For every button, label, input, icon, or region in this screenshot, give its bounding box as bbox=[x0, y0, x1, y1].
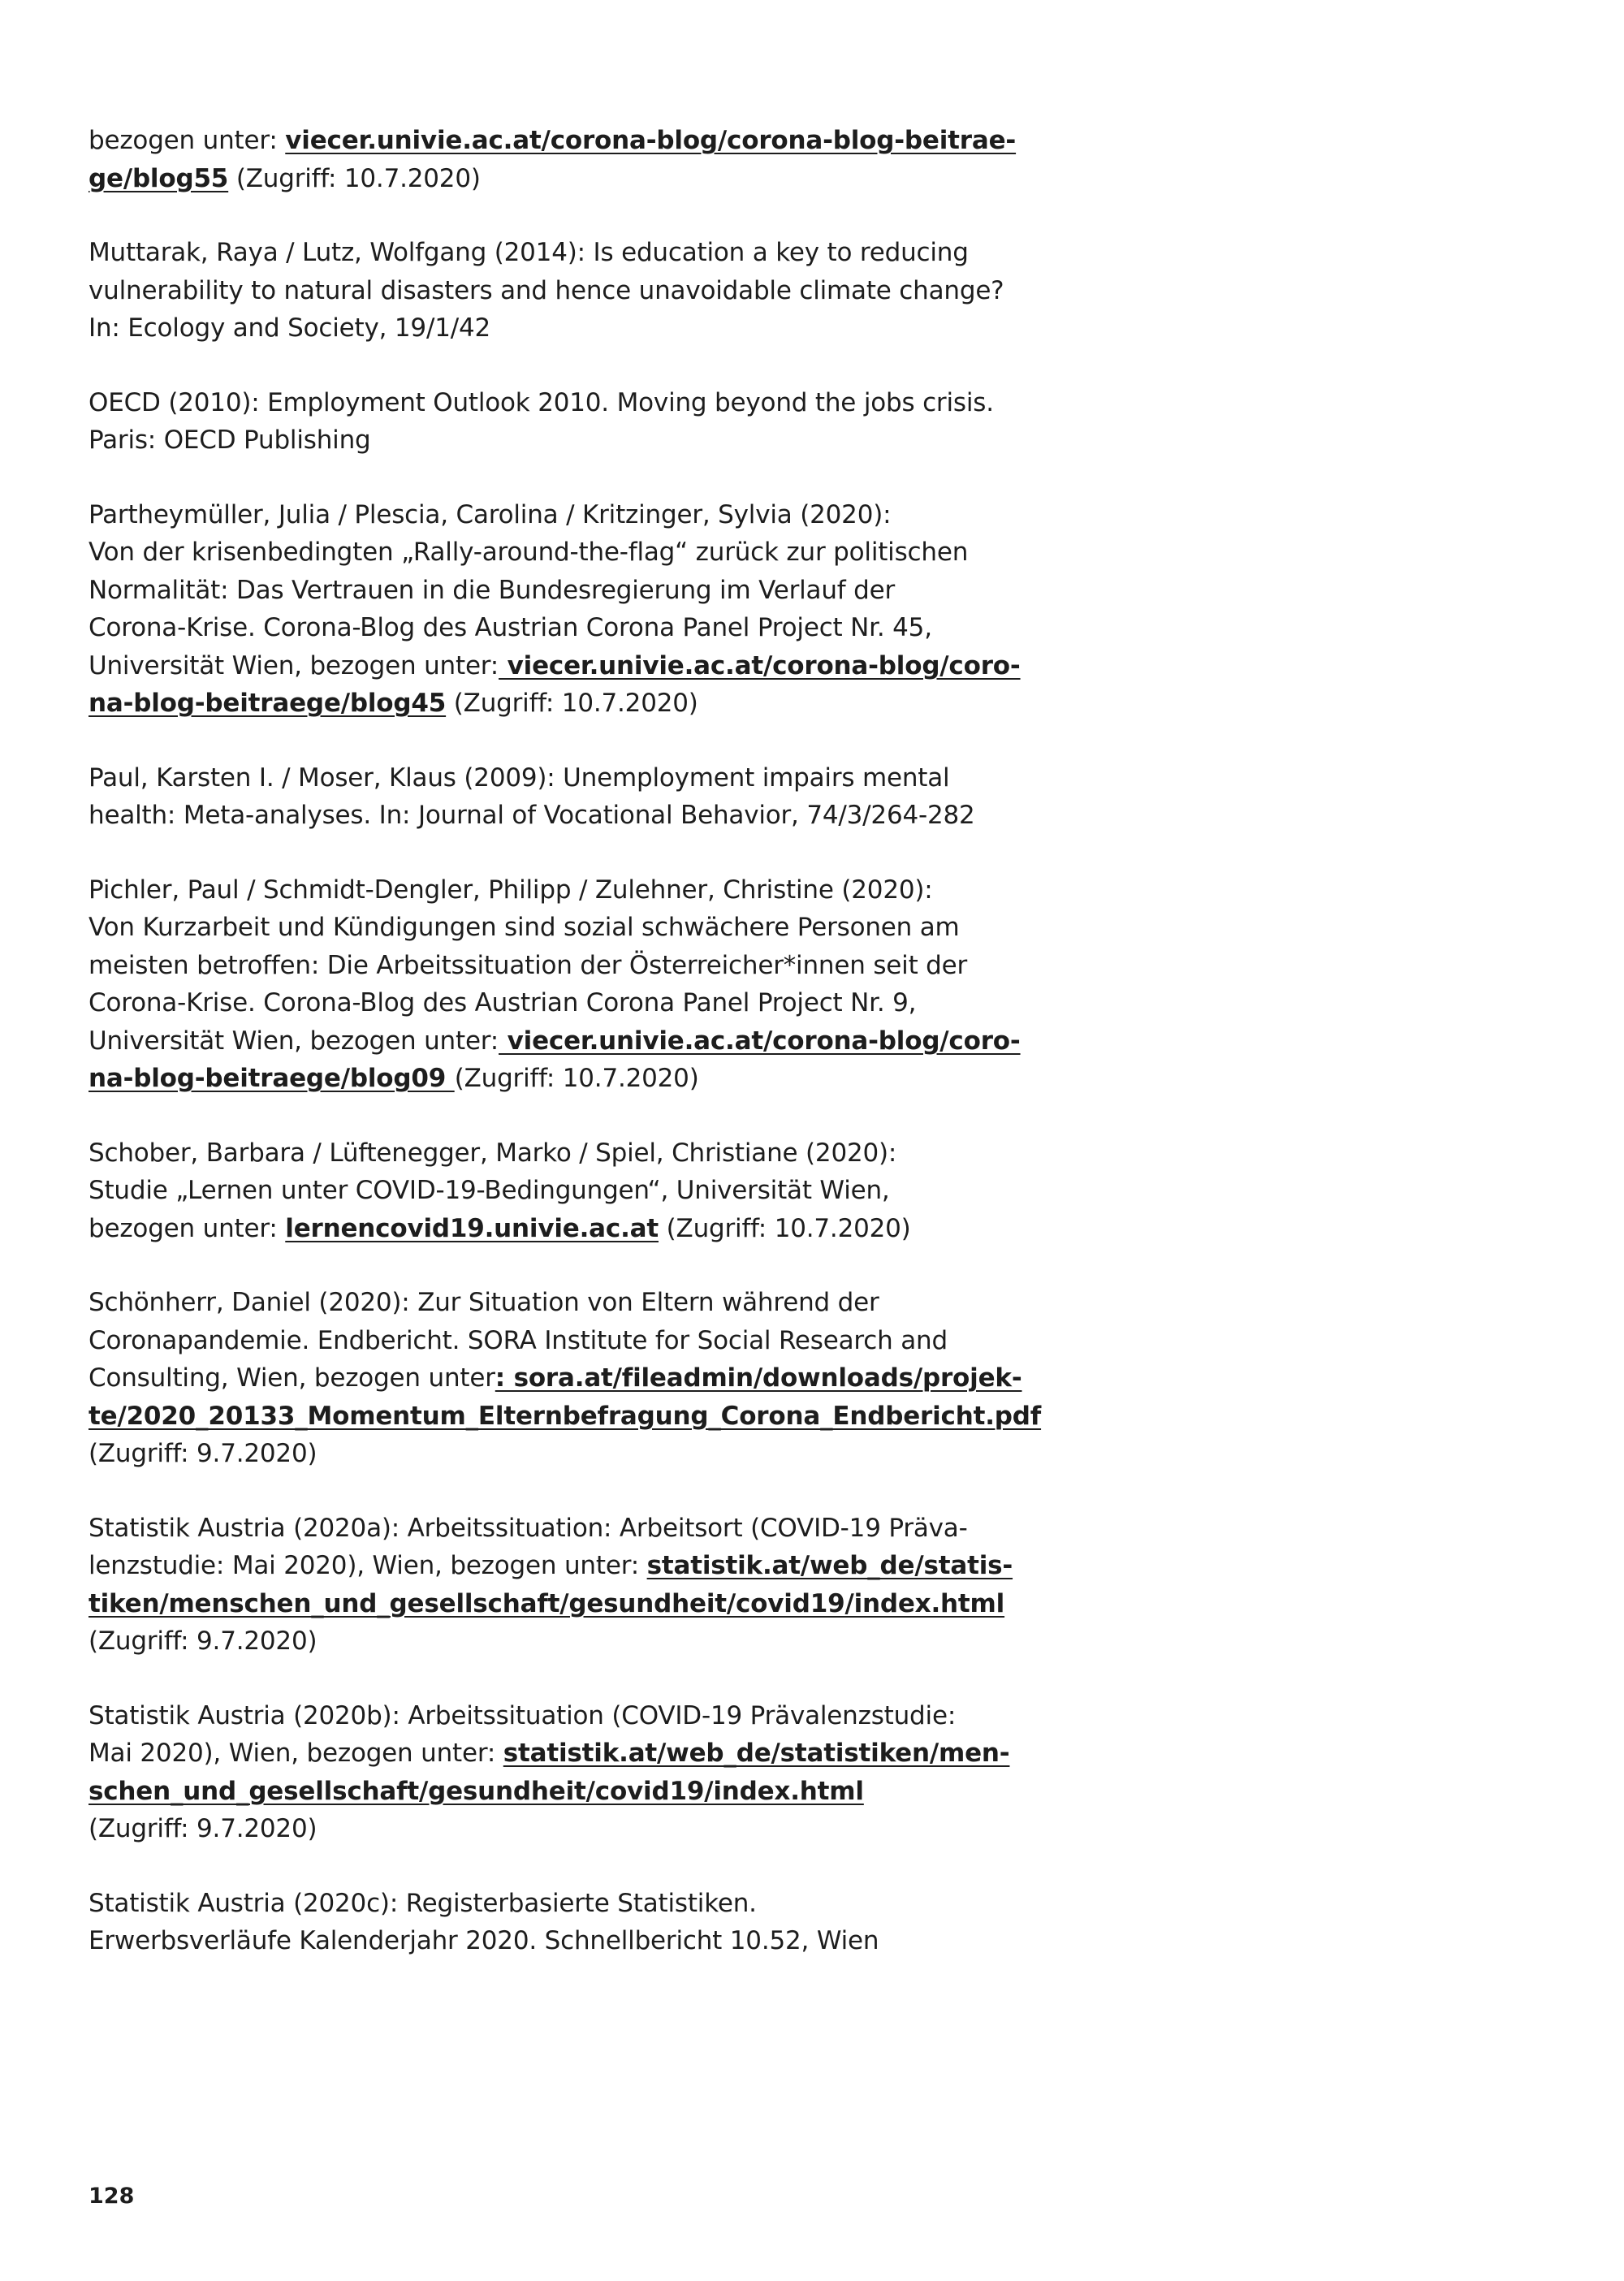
reference-text: (Zugriff: 10.7.2020) bbox=[446, 689, 698, 718]
reference-text: Consulting, Wien, bezogen unter bbox=[89, 1363, 495, 1393]
reference-entry bbox=[89, 384, 1006, 460]
reference-text: (Zugriff: 10.7.2020) bbox=[454, 1064, 699, 1093]
reference-line: Partheymüller, Julia / Plescia, Carolina / Kritzinger, Sylvia (2020): bbox=[89, 499, 892, 529]
reference-line bbox=[89, 1398, 1042, 1436]
reference-line: Schober, Barbara / Lüftenegger, Marko / Spiel, Christiane (2020): bbox=[89, 1138, 897, 1168]
reference-line: Statistik Austria (2020c): Registerbasierte Statistiken. bbox=[89, 1888, 757, 1918]
reference-entry bbox=[89, 1885, 1006, 1960]
reference-entry bbox=[89, 1134, 1006, 1248]
reference-line: Corona-Krise. Corona-Blog des Austrian Corona Panel Project Nr. 9, bbox=[89, 988, 917, 1017]
reference-text: bezogen unter: bbox=[89, 1213, 286, 1243]
reference-entry bbox=[89, 1697, 1010, 1848]
reference-entry bbox=[89, 871, 1021, 1098]
reference-link[interactable]: viecer.univie.ac.at/corona-blog/corona-blog-beitrae- bbox=[285, 126, 1017, 155]
reference-line: Coronapandemie. Endbericht. SORA Institute for Social Research and bbox=[89, 1325, 948, 1355]
reference-line bbox=[89, 1735, 1010, 1773]
reference-line bbox=[89, 1359, 1022, 1398]
reference-line: Studie „Lernen unter COVID-19-Bedingungen“, Universität Wien, bbox=[89, 1176, 890, 1205]
reference-entry bbox=[89, 1510, 1013, 1661]
reference-link[interactable]: ge/blog55 bbox=[89, 163, 229, 193]
reference-line: Corona-Krise. Corona-Blog des Austrian Corona Panel Project Nr. 45, bbox=[89, 613, 932, 642]
reference-line: Pichler, Paul / Schmidt-Dengler, Philipp / Zulehner, Christine (2020): bbox=[89, 875, 933, 905]
reference-text: (Zugriff: 10.7.2020) bbox=[659, 1213, 911, 1243]
reference-line bbox=[89, 647, 1021, 685]
reference-link[interactable]: na-blog-beitraege/blog09 bbox=[89, 1064, 455, 1093]
reference-text: (Zugriff: 10.7.2020) bbox=[228, 163, 481, 193]
reference-text: bezogen unter: bbox=[89, 126, 286, 155]
reference-link[interactable]: tiken/menschen_und_gesellschaft/gesundheit/covid19/index.html bbox=[89, 1588, 1005, 1618]
reference-line bbox=[89, 1022, 1021, 1061]
reference-line: Erwerbsverläufe Kalenderjahr 2020. Schnellbericht 10.52, Wien bbox=[89, 1926, 879, 1955]
reference-line: Schönherr, Daniel (2020): Zur Situation von Eltern während der bbox=[89, 1288, 879, 1317]
reference-line: Paul, Karsten I. / Moser, Klaus (2009): Unemployment impairs mental bbox=[89, 762, 950, 793]
reference-link[interactable]: lernencovid19.univie.ac.at bbox=[285, 1213, 659, 1243]
reference-line: meisten betroffen: Die Arbeitssituation der Österreicher*innen seit der bbox=[89, 950, 968, 980]
page-number: 128 bbox=[89, 2184, 135, 2209]
reference-line: Statistik Austria (2020a): Arbeitssituation: Arbeitsort (COVID-19 Präva- bbox=[89, 1513, 968, 1543]
reference-entry bbox=[89, 234, 1006, 348]
reference-line: (Zugriff: 9.7.2020) bbox=[89, 1814, 317, 1843]
reference-line: Normalität: Das Vertrauen in die Bundesregierung im Verlauf der bbox=[89, 575, 896, 605]
reference-line: In: Ecology and Society, 19/1/42 bbox=[89, 313, 491, 343]
reference-line bbox=[89, 160, 1006, 198]
reference-line bbox=[89, 1773, 1006, 1811]
reference-line: Statistik Austria (2020b): Arbeitssituation (COVID-19 Prävalenzstudie: bbox=[89, 1700, 957, 1730]
reference-link[interactable]: viecer.univie.ac.at/corona-blog/coro- bbox=[499, 1026, 1021, 1056]
reference-text: lenzstudie: Mai 2020), Wien, bezogen unter: bbox=[89, 1551, 647, 1580]
reference-entry bbox=[89, 1284, 1042, 1473]
reference-line bbox=[89, 1060, 1006, 1098]
reference-link[interactable]: viecer.univie.ac.at/corona-blog/coro- bbox=[499, 650, 1021, 680]
reference-link[interactable]: statistik.at/web_de/statis- bbox=[646, 1551, 1013, 1580]
reference-line: Von Kurzarbeit und Kündigungen sind sozial schwächere Personen am bbox=[89, 913, 960, 942]
reference-line bbox=[89, 685, 1006, 723]
reference-link[interactable]: na-blog-beitraege/blog45 bbox=[89, 689, 447, 718]
reference-line: Paris: OECD Publishing bbox=[89, 426, 371, 455]
reference-entry bbox=[89, 122, 1017, 197]
reference-line bbox=[89, 1210, 1006, 1248]
reference-line bbox=[89, 122, 1017, 160]
reference-text: Universität Wien, bezogen unter: bbox=[89, 650, 499, 680]
reference-line: Muttarak, Raya / Lutz, Wolfgang (2014): Is education a key to reducing bbox=[89, 238, 969, 267]
reference-entry bbox=[89, 759, 1006, 835]
reference-line: OECD (2010): Employment Outlook 2010. Moving beyond the jobs crisis. bbox=[89, 387, 994, 417]
reference-line: vulnerability to natural disasters and hence unavoidable climate change? bbox=[89, 275, 1004, 305]
reference-list bbox=[89, 122, 1042, 1997]
reference-link[interactable]: te/2020_20133_Momentum_Elternbefragung_Corona_Endbericht.pdf bbox=[89, 1401, 1042, 1431]
reference-link[interactable]: schen_und_gesellschaft/gesundheit/covid19/index.html bbox=[89, 1776, 864, 1806]
reference-text: Mai 2020), Wien, bezogen unter: bbox=[89, 1739, 503, 1768]
reference-line bbox=[89, 1547, 1013, 1585]
reference-line: Von der krisenbedingten „Rally-around-the-flag“ zurück zur politischen bbox=[89, 538, 969, 567]
reference-link[interactable]: : sora.at/fileadmin/downloads/projek- bbox=[495, 1363, 1022, 1393]
reference-entry bbox=[89, 496, 1021, 723]
reference-line: health: Meta-analyses. In: Journal of Vocational Behavior, 74/3/264-282 bbox=[89, 801, 975, 830]
reference-link[interactable]: statistik.at/web_de/statistiken/men- bbox=[503, 1739, 1010, 1768]
reference-line: (Zugriff: 9.7.2020) bbox=[89, 1627, 317, 1656]
reference-line bbox=[89, 1585, 1006, 1623]
reference-line: (Zugriff: 9.7.2020) bbox=[89, 1439, 317, 1468]
reference-text: Universität Wien, bezogen unter: bbox=[89, 1026, 499, 1056]
